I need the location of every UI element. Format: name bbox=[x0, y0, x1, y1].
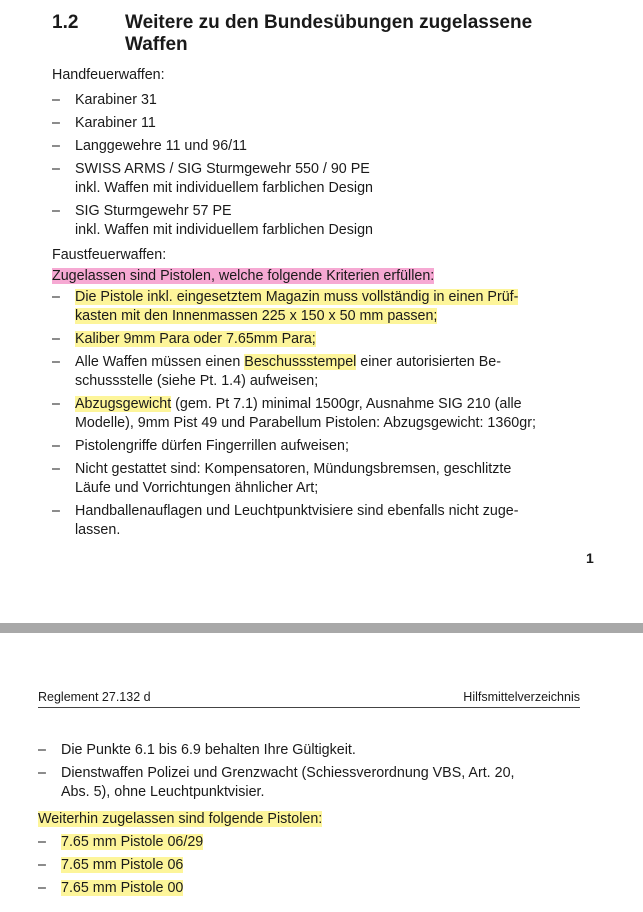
criteria-item: – Pistolengriffe dürfen Fingerrillen aufweisen; bbox=[52, 438, 349, 454]
criteria-item: – Alle Waffen müssen einen Beschussstempel einer autorisierten Be- schussstelle (siehe Pt. 1.4) aufweisen; bbox=[52, 354, 501, 389]
section-title: Weitere zu den Bundesübungen zugelassene Waffen bbox=[125, 12, 533, 55]
header-left: Reglement 27.132 d bbox=[38, 690, 151, 704]
page1-body bbox=[52, 66, 612, 544]
list-item: – Karabiner 11 bbox=[52, 115, 156, 131]
running-header bbox=[38, 688, 580, 708]
list-item: – SWISS ARMS / SIG Sturmgewehr 550 / 90 PE inkl. Waffen mit individuellem farblichen Design bbox=[52, 161, 373, 196]
list-item: – Karabiner 31 bbox=[52, 92, 157, 108]
page-number: 1 bbox=[586, 550, 594, 566]
criteria-item: – Die Pistole inkl. eingesetztem Magazin muss vollständig in einen Prüf- kasten mit den Innenmassen 225 x 150 x 50 mm passen; bbox=[52, 289, 519, 324]
pistol-item: – 7.65 mm Pistole 00 bbox=[38, 880, 184, 896]
criteria-item: – Nicht gestattet sind: Kompensatoren, Mündungsbremsen, geschlitzte Läufe und Vorrichtungen ähnlicher Art; bbox=[52, 461, 512, 496]
header-right: Hilfsmittelverzeichnis bbox=[463, 690, 580, 704]
faustfeuerwaffen-label: Faustfeuerwaffen: bbox=[52, 247, 167, 263]
pistol-item: – 7.65 mm Pistole 06/29 bbox=[38, 834, 204, 850]
criteria-intro bbox=[52, 267, 612, 286]
criteria-item: – Kaliber 9mm Para oder 7.65mm Para; bbox=[52, 331, 316, 347]
highlight-pink: Zugelassen sind Pistolen, welche folgende Kriterien erfüllen: bbox=[52, 268, 435, 284]
page-separator bbox=[0, 623, 643, 633]
document-page-2 bbox=[0, 633, 643, 912]
list-item: – Die Punkte 6.1 bis 6.9 behalten Ihre Gültigkeit. bbox=[38, 742, 356, 758]
criteria-item: – Handballenauflagen und Leuchtpunktvisiere sind ebenfalls nicht zuge- lassen. bbox=[52, 503, 519, 538]
list-item: – Langgewehre 11 und 96/11 bbox=[52, 138, 247, 154]
handfeuerwaffen-label: Handfeuerwaffen: bbox=[52, 67, 165, 83]
pistol-item: – 7.65 mm Pistole 06 bbox=[38, 857, 184, 873]
page2-body bbox=[38, 741, 598, 902]
highlight-yellow: Weiterhin zugelassen sind folgende Pistolen: bbox=[38, 811, 323, 827]
list-item: – SIG Sturmgewehr 57 PE inkl. Waffen mit individuellem farblichen Design bbox=[52, 203, 373, 238]
section-number: 1.2 bbox=[52, 12, 79, 33]
pistols-intro bbox=[38, 810, 598, 829]
list-item: – Dienstwaffen Polizei und Grenzwacht (Schiessverordnung VBS, Art. 20, Abs. 5), ohne Leuchtpunktvisier. bbox=[38, 765, 515, 800]
criteria-item: – Abzugsgewicht (gem. Pt 7.1) minimal 1500gr, Ausnahme SIG 210 (alle Modelle), 9mm Pist 49 und Parabellum Pistolen: Abzugsgewicht: 1360gr; bbox=[52, 396, 536, 431]
